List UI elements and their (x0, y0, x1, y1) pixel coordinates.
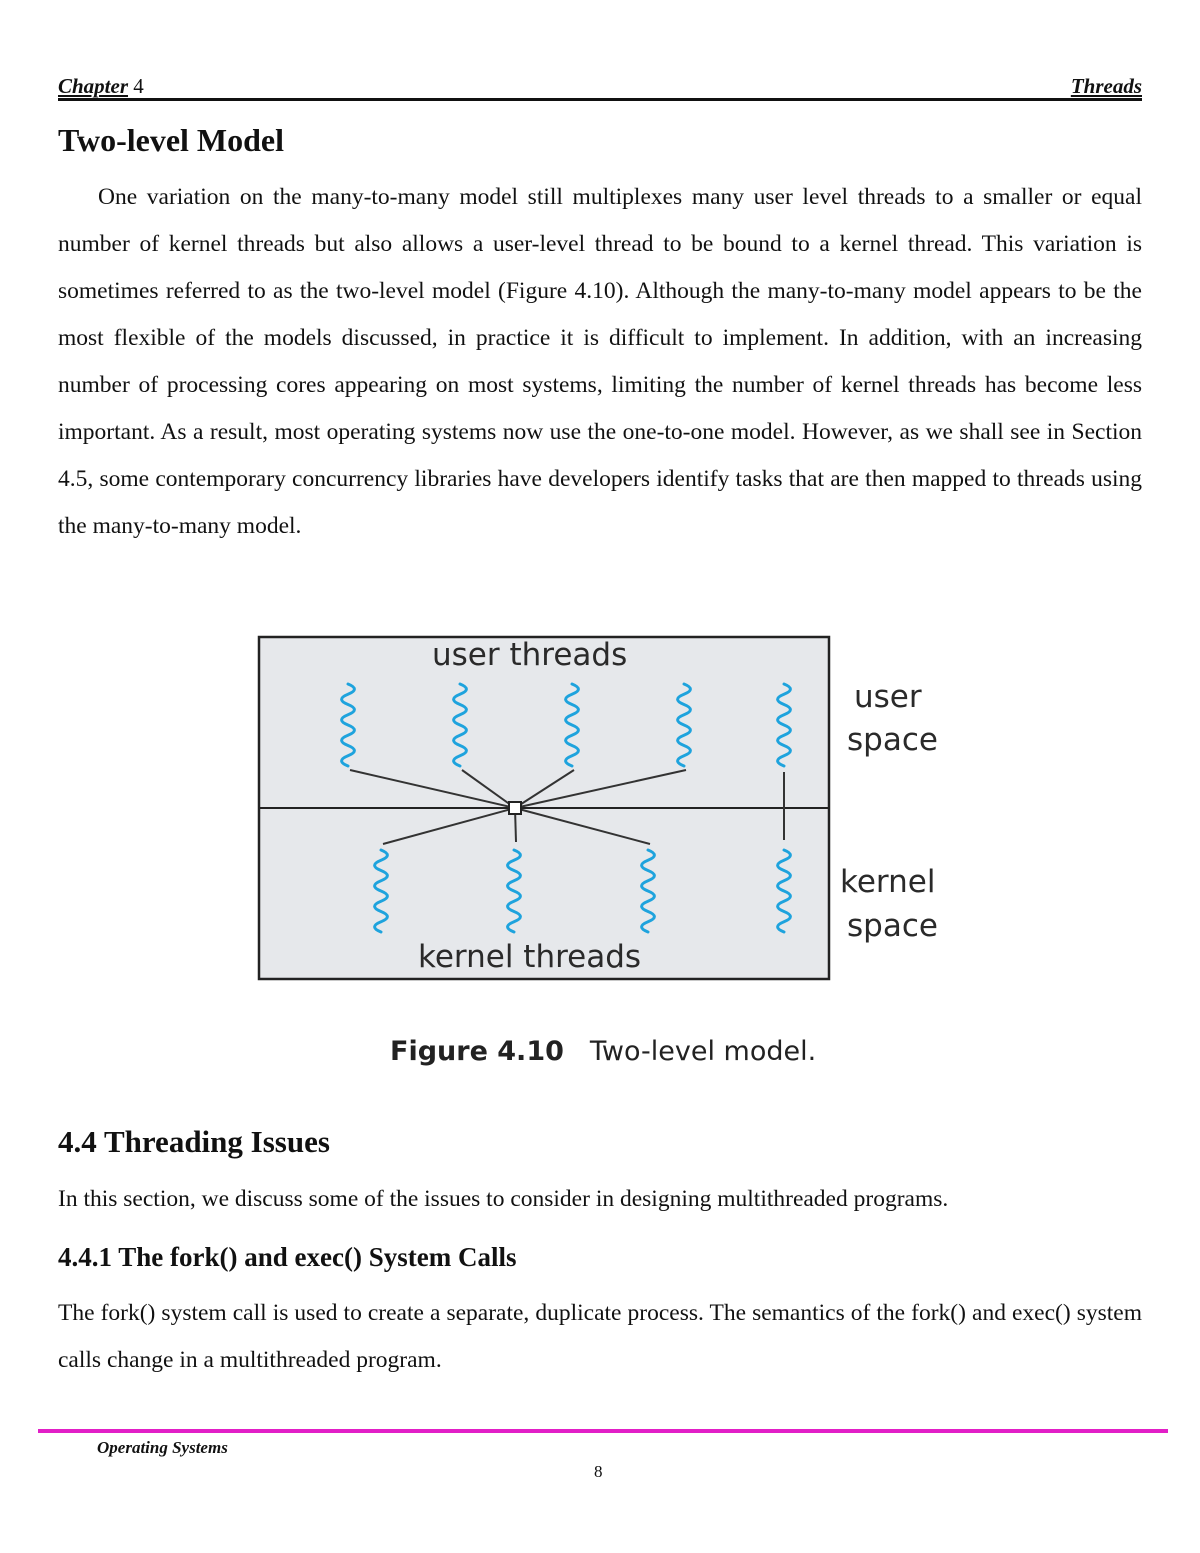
paragraph-two-level-model: One variation on the many-to-many model still multiplexes many user level threads to a smaller or equal number of kernel threads but also allows a user-level thread to be bound to a kernel thread. This variation is sometimes referred to as the two-level model (Figure 4.10). Although the many-to-many model appears to be the most flexible of the models discussed, in practice it is difficult to implement. In addition, with an increasing number of processing cores appearing on most systems, limiting the number of kernel threads has become less important. As a result, most operating systems now use the one-to-one model. However, as we shall see in Section 4.5, some contemporary concurrency libraries have developers identify tasks that are then mapped to threads using the many-to-many model. (58, 184, 1142, 539)
figure-caption (390, 1036, 816, 1067)
heading-two-level-model: Two-level Model (58, 122, 285, 158)
section-title: Threads (1070, 74, 1142, 98)
figure-two-level-model (256, 634, 956, 984)
chapter-label (58, 74, 144, 99)
figure-caption-text: Two-level model. (589, 1036, 817, 1067)
heading-fork-exec: 4.4.1 The fork() and exec() System Calls (58, 1242, 517, 1272)
page-number: 8 (594, 1462, 603, 1481)
page-header (58, 74, 1142, 101)
user-space-label-line2: space (847, 722, 938, 758)
kernel-threads-label: kernel threads (418, 939, 642, 975)
footer-course: Operating Systems (97, 1438, 228, 1457)
user-threads-label: user threads (432, 637, 628, 673)
figure-caption-number: Figure 4.10 (390, 1036, 564, 1067)
kernel-space-label-line1: kernel (840, 864, 936, 900)
lwp-multiplexer-node (509, 802, 521, 814)
paragraph-threading-issues: In this section, we discuss some of the issues to consider in designing multithreaded programs. (58, 1186, 949, 1212)
footer-divider (38, 1429, 1168, 1433)
paragraph-fork-exec: The fork() system call is used to create a separate, duplicate process. The semantics of the fork() and exec() system calls change in a multithreaded program. (58, 1300, 1142, 1373)
chapter-number: 4 (133, 74, 144, 98)
kernel-space-label-line2: space (847, 908, 938, 944)
user-space-label-line1: user (854, 679, 922, 715)
chapter-word: Chapter (58, 74, 129, 98)
heading-threading-issues: 4.4 Threading Issues (58, 1124, 330, 1159)
